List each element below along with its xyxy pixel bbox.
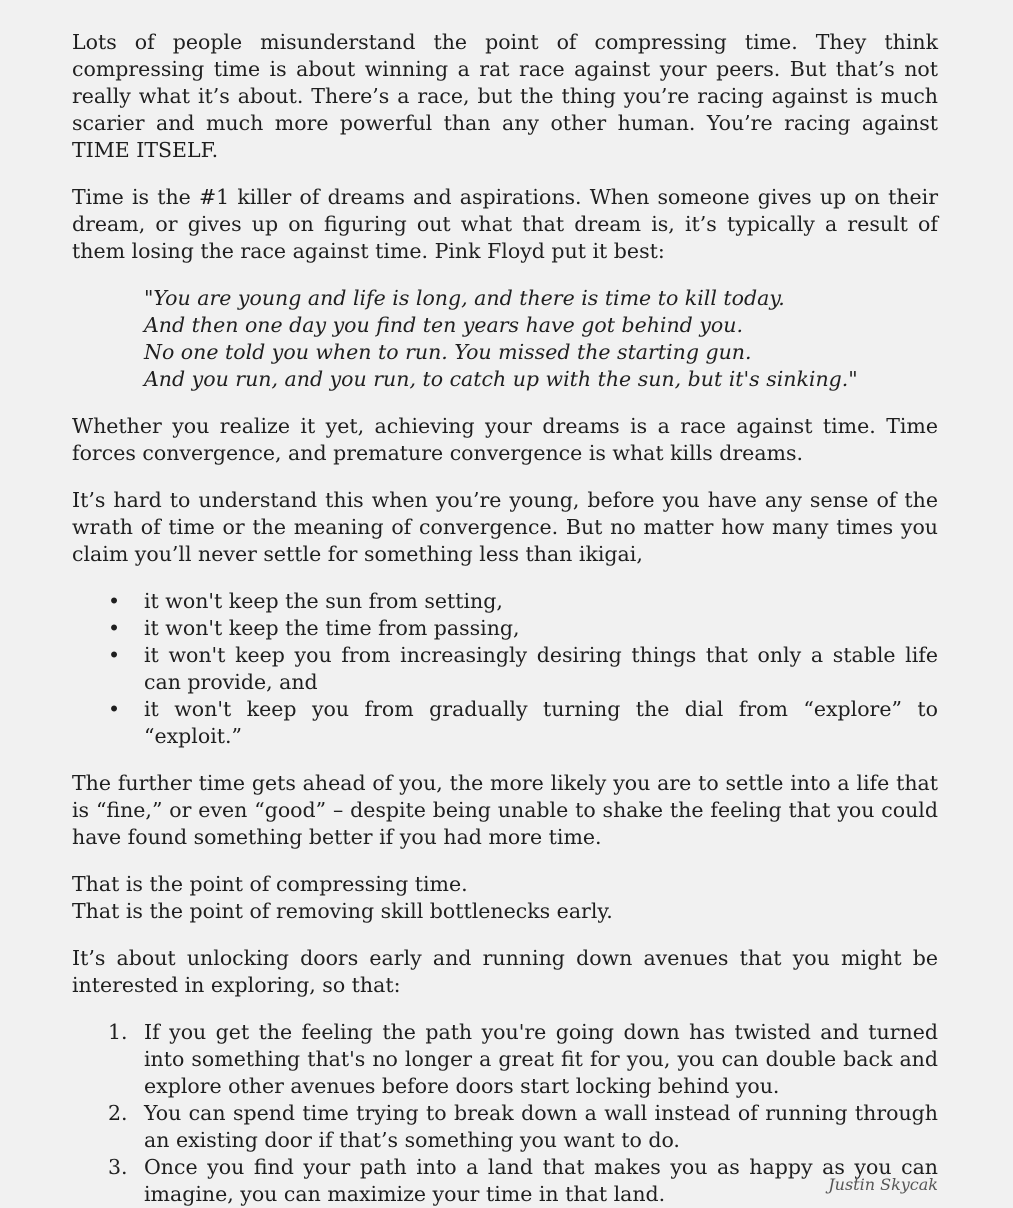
- list-item-text: If you get the feeling the path you're going down has twisted and turned into something that's no longer a great fit for you, you can double back and explore other avenues before doors start locking behind you.: [144, 1020, 938, 1098]
- list-item-text: You can spend time trying to break down a wall instead of running through an existing door if that’s something you want to do.: [144, 1101, 938, 1152]
- list-item-text: it won't keep the sun from setting,: [144, 589, 503, 613]
- list-item-text: it won't keep you from gradually turning the dial from “explore” to “exploit.”: [144, 697, 938, 748]
- point-line: That is the point of removing skill bottlenecks early.: [72, 899, 613, 923]
- list-item: [108, 1019, 938, 1100]
- paragraph-race-against-time: Whether you realize it yet, achieving your dreams is a race against time. Time forces convergence, and premature convergence is what kills dreams.: [72, 414, 938, 465]
- quote-line: And then one day you find ten years have got behind you.: [144, 313, 743, 337]
- list-item-text: Once you find your path into a land that makes you as happy as you can imagine, you can maximize your time in that land.: [144, 1155, 938, 1206]
- bullet-icon: •: [108, 697, 121, 721]
- paragraph-hard-to-understand: It’s hard to understand this when you’re young, before you have any sense of the wrath of time or the meaning of convergence. But no matter how many times you claim you’ll never settle for something less than ikigai,: [72, 488, 938, 566]
- quote-line: And you run, and you run, to catch up with the sun, but it's sinking.": [144, 367, 858, 391]
- author-signature: Justin Skycak: [828, 1175, 938, 1194]
- paragraph-unlocking-doors: It’s about unlocking doors early and running down avenues that you might be interested in exploring, so that:: [72, 946, 938, 997]
- list-number: 3.: [108, 1155, 128, 1179]
- pink-floyd-quote: [144, 285, 938, 393]
- paragraph-point-of-compressing: [72, 871, 938, 925]
- quote-line: No one told you when to run. You missed the starting gun.: [144, 340, 752, 364]
- bullet-icon: •: [108, 616, 121, 640]
- list-item-text: it won't keep the time from passing,: [144, 616, 520, 640]
- numbered-list: [72, 1019, 938, 1208]
- quote-line: "You are young and life is long, and there is time to kill today.: [144, 286, 785, 310]
- paragraph-intro: Lots of people misunderstand the point of compressing time. They think compressing time is about winning a rat race against your peers. But that’s not really what it’s about. There’s a race, but the thing you’re racing against is much scarier and much more powerful than any other human. You’re racing against TIME ITSELF.: [72, 30, 938, 162]
- list-item: [108, 696, 938, 750]
- bullet-icon: •: [108, 643, 121, 667]
- list-item: [108, 1100, 938, 1154]
- bullet-icon: •: [108, 589, 121, 613]
- paragraph-further-time: The further time gets ahead of you, the more likely you are to settle into a life that is “fine,” or even “good” – despite being unable to shake the feeling that you could have found something better if you had more time.: [72, 771, 938, 849]
- list-number: 2.: [108, 1101, 128, 1125]
- point-line: That is the point of compressing time.: [72, 872, 468, 896]
- list-item-text: it won't keep you from increasingly desiring things that only a stable life can provide, and: [144, 643, 938, 694]
- bullet-list: [72, 588, 938, 750]
- paragraph-time-killer: Time is the #1 killer of dreams and aspirations. When someone gives up on their dream, or gives up on figuring out what that dream is, it’s typically a result of them losing the race against time. Pink Floyd put it best:: [72, 185, 938, 263]
- list-item: [108, 588, 938, 615]
- list-item: [108, 615, 938, 642]
- list-item: [108, 642, 938, 696]
- list-number: 1.: [108, 1020, 128, 1044]
